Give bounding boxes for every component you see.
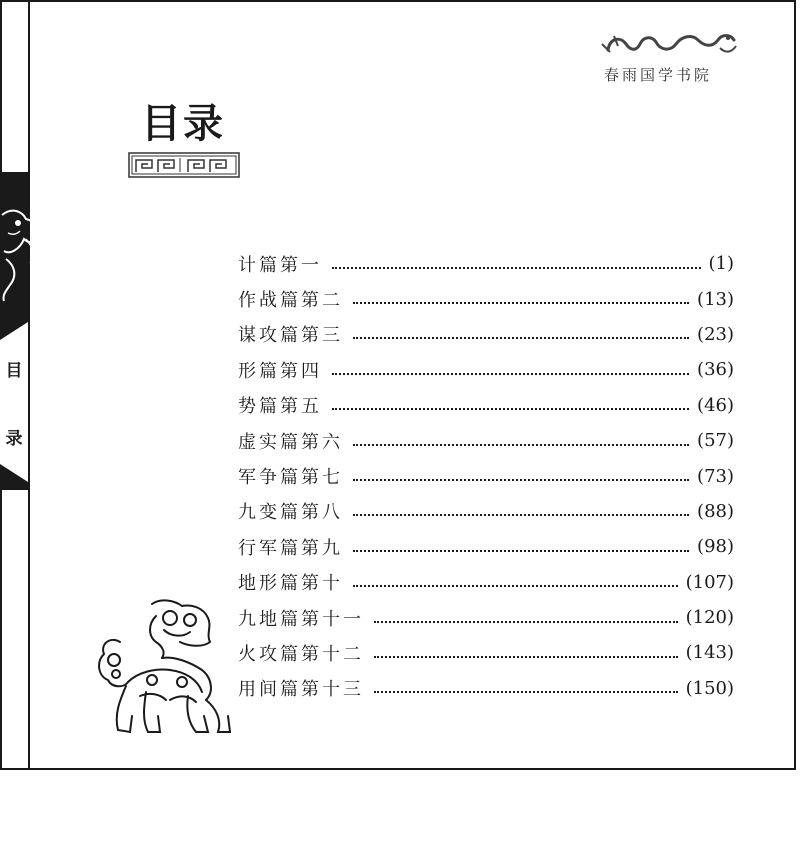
- toc-entry-page: (88): [697, 500, 734, 522]
- spine-dark-band: [0, 482, 28, 490]
- toc-entry[interactable]: [238, 388, 734, 423]
- toc-entry-page: (1): [708, 253, 734, 275]
- spine-tab-corner: [0, 464, 28, 482]
- toc-entry[interactable]: [238, 565, 734, 600]
- dot-leader: [353, 335, 689, 339]
- toc-entry[interactable]: [238, 281, 734, 316]
- toc-entry-page: (120): [685, 607, 734, 629]
- dragon-icon: [600, 28, 740, 64]
- toc-entry-page: (143): [685, 642, 734, 664]
- toc-entry[interactable]: [238, 494, 734, 529]
- spine-label-char: 录: [5, 429, 23, 449]
- spine: [0, 0, 30, 770]
- table-of-contents: [238, 246, 734, 706]
- page-title: 目录: [141, 101, 225, 147]
- dot-leader: [353, 300, 689, 304]
- toc-entry-page: (107): [685, 571, 734, 593]
- toc-entry[interactable]: [238, 317, 734, 352]
- dot-leader: [332, 406, 689, 410]
- toc-entry[interactable]: [238, 635, 734, 670]
- toc-entry-page: (36): [697, 359, 734, 381]
- toc-entry[interactable]: [238, 671, 734, 706]
- toc-entry-title: 地形篇第十: [238, 573, 343, 595]
- toc-entry-title: 用间篇第十三: [238, 679, 364, 701]
- toc-entry[interactable]: [238, 246, 734, 281]
- toc-entry-page: (150): [685, 677, 734, 699]
- dot-leader: [353, 548, 689, 552]
- toc-entry[interactable]: [238, 458, 734, 493]
- fret-ornament: [128, 152, 240, 178]
- toc-entry-title: 九变篇第八: [238, 502, 343, 524]
- toc-entry-title: 火攻篇第十二: [238, 643, 364, 665]
- toc-entry-title: 虚实篇第六: [238, 431, 343, 453]
- dot-leader: [353, 477, 689, 481]
- dot-leader: [374, 689, 678, 693]
- toc-entry-page: (13): [697, 288, 734, 310]
- dot-leader: [353, 583, 678, 587]
- toc-entry-page: (23): [697, 323, 734, 345]
- dot-leader: [332, 265, 701, 269]
- dragon-head-icon: [0, 205, 44, 305]
- toc-entry-title: 作战篇第二: [238, 290, 343, 312]
- toc-entry-page: (46): [697, 394, 734, 416]
- toc-entry-title: 行军篇第九: [238, 537, 343, 559]
- logo-text: 春雨国学书院: [604, 66, 713, 84]
- dot-leader: [332, 371, 689, 375]
- spine-tab-corner: [0, 322, 28, 340]
- toc-entry-title: 军争篇第七: [238, 467, 343, 489]
- toc-entry[interactable]: [238, 529, 734, 564]
- dot-leader: [374, 654, 678, 658]
- toc-entry-page: (98): [697, 536, 734, 558]
- toc-entry-title: 形篇第四: [238, 360, 322, 382]
- toc-entry[interactable]: [238, 600, 734, 635]
- toc-entry-title: 势篇第五: [238, 396, 322, 418]
- toc-entry-page: (73): [697, 465, 734, 487]
- toc-entry[interactable]: [238, 352, 734, 387]
- toc-entry-title: 九地篇第十一: [238, 608, 364, 630]
- toc-entry-title: 计篇第一: [238, 254, 322, 276]
- spine-label-char: 目: [5, 361, 23, 381]
- lion-illustration: [90, 596, 240, 746]
- dot-leader: [374, 619, 678, 623]
- spine-tab: [0, 322, 28, 482]
- toc-entry[interactable]: [238, 423, 734, 458]
- toc-entry-title: 谋攻篇第三: [238, 325, 343, 347]
- toc-entry-page: (57): [697, 430, 734, 452]
- dot-leader: [353, 442, 689, 446]
- dot-leader: [353, 512, 689, 516]
